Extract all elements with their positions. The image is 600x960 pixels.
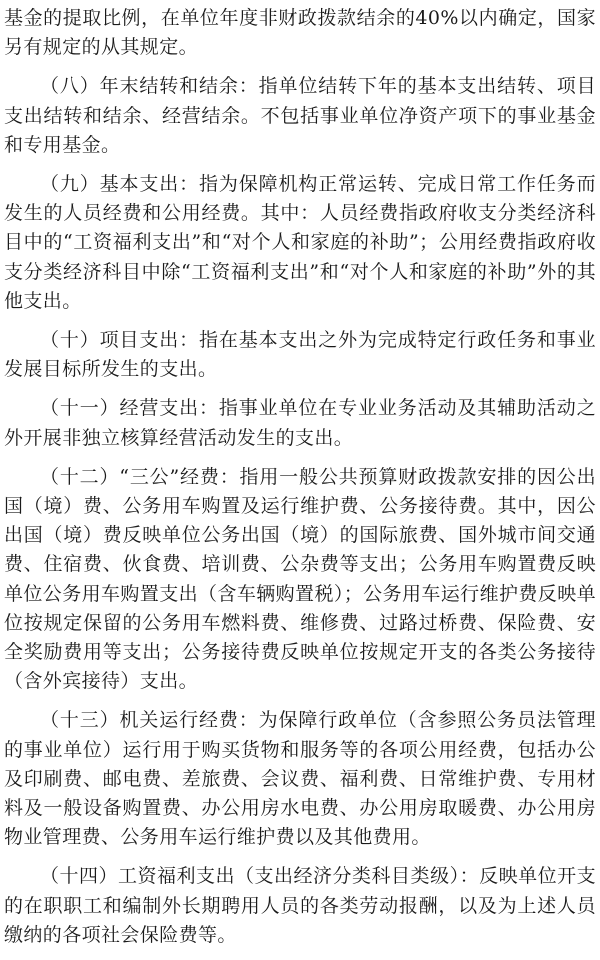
paragraph-body: 指为保障机构正常运转、完成日常工作任务而发生的人员经费和公用经费。其中：人员经费指政府收支分类经济科目中的“工资福利支出”和“对个人和家庭的补助”；公用经费指政府收支分类经济科目中除“工资福利支出”和“对个人和家庭的补助”外的其他支出。 xyxy=(4,173,596,312)
paragraph-body: 为保障行政单位（含参照公务员法管理的事业单位）运行用于购买货物和服务等的各项公用经费，包括办公及印刷费、邮电费、差旅费、会议费、福利费、日常维护费、专用材料及一般设备购置费、办公用房水电费、办公用房取暖费、办公用房物业管理费、公务用车运行维护费以及其他费用。 xyxy=(4,709,596,849)
paragraph-body: 基金的提取比例，在单位年度非财政拨款结余的40%以内确定，国家另有规定的从其规定。 xyxy=(4,7,596,59)
paragraph-term: （八）年末结转和结余： xyxy=(40,75,259,98)
paragraph-term: （十四）工资福利支出（支出经济分类科目类级）： xyxy=(40,865,480,888)
paragraph-term: （十二）“三公”经费： xyxy=(40,465,240,488)
paragraph-body: 反映单位开支的在职职工和编制外长期聘用人员的各类劳动报酬，以及为上述人员缴纳的各项社会保险费等。 xyxy=(4,865,596,946)
paragraph-project-expenditure xyxy=(4,326,596,384)
paragraph-continuation xyxy=(4,4,596,62)
paragraph-term: （十一）经营支出： xyxy=(40,397,219,420)
paragraph-body: 指在基本支出之外为完成特定行政任务和事业发展目标所发生的支出。 xyxy=(4,329,596,381)
paragraph-body: 指用一般公共预算财政拨款安排的因公出国（境）费、公务用车购置及运行维护费、公务接待费。其中，因公出国（境）费反映单位公务出国（境）的国际旅费、国外城市间交通费、住宿费、伙食费、培训费、公杂费等支出；公务用车购置费反映单位公务用车购置支出（含车辆购置税）；公务用车运行维护费反映单位按规定保留的公务用车燃料费、维修费、过路过桥费、保险费、安全奖励费用等支出；公务接待费反映单位按规定开支的各类公务接待（含外宾接待）支出。 xyxy=(4,465,596,693)
paragraph-term: （九）基本支出： xyxy=(40,173,199,196)
paragraph-agency-operating-funds xyxy=(4,706,596,852)
paragraph-operating-expenditure xyxy=(4,394,596,452)
paragraph-wages-welfare xyxy=(4,862,596,950)
paragraph-body: 指事业单位在专业业务活动及其辅助活动之外开展非独立核算经营活动发生的支出。 xyxy=(4,397,596,449)
paragraph-year-end-carryover xyxy=(4,72,596,160)
paragraph-term: （十）项目支出： xyxy=(40,329,199,352)
paragraph-three-public-expenses xyxy=(4,463,596,697)
paragraph-basic-expenditure xyxy=(4,170,596,316)
paragraph-body: 指单位结转下年的基本支出结转、项目支出结转和结余、经营结余。不包括事业单位净资产项下的事业基金和专用基金。 xyxy=(4,75,596,156)
document-page xyxy=(4,4,596,960)
paragraph-term: （十三）机关运行经费： xyxy=(40,709,259,732)
